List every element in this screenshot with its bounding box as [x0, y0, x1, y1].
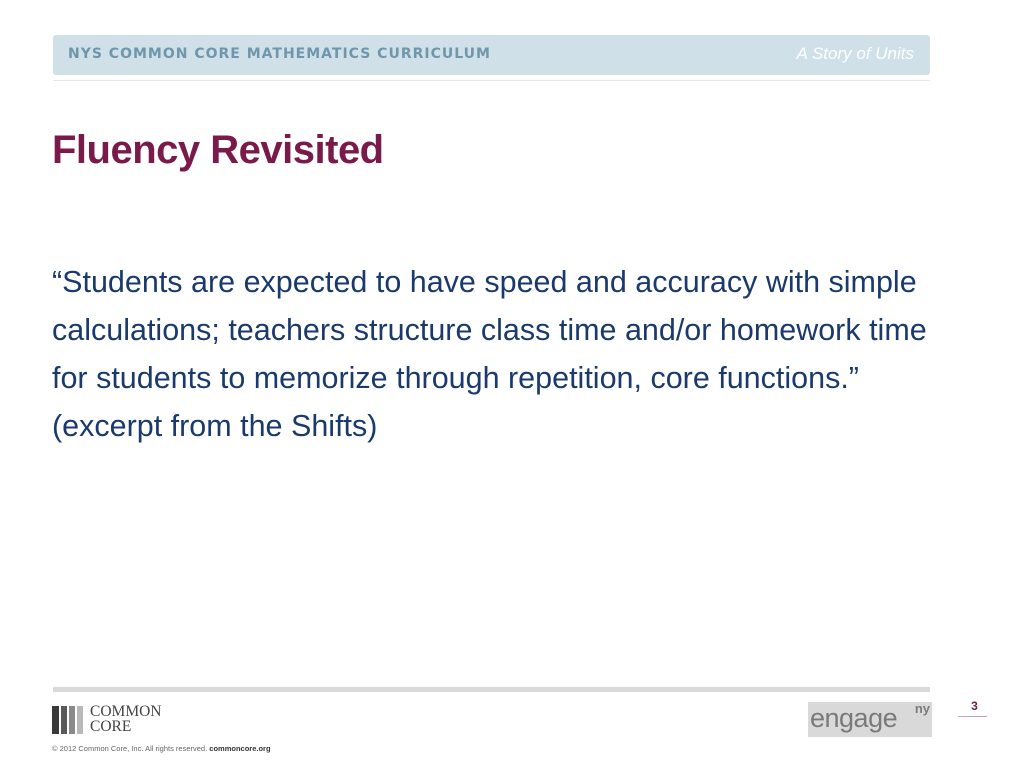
common-core-bars-icon [52, 706, 84, 734]
copyright-notice [52, 744, 271, 753]
slide-title: Fluency Revisited [52, 128, 384, 172]
header-banner [53, 35, 930, 75]
header-divider [53, 80, 930, 81]
common-core-line1: COMMON [90, 703, 162, 720]
page-number-underline [958, 716, 987, 717]
page-number: 3 [971, 699, 978, 713]
engage-wordmark: engage [810, 703, 898, 733]
copyright-link[interactable]: commoncore.org [209, 744, 271, 753]
story-label: A Story of Units [796, 44, 914, 63]
common-core-wordmark [90, 704, 161, 734]
slide-body-quote: “Students are expected to have speed and accuracy with simple calculations; teachers structure class time and/or homework time for students to memorize through repetition, core functions.” (excerpt from the Shifts) [52, 265, 927, 443]
common-core-line2: CORE [90, 718, 132, 735]
engage-ny-superscript: ny [914, 701, 930, 716]
common-core-logo [52, 705, 182, 737]
copyright-text: © 2012 Common Core, Inc. All rights reserved. [52, 744, 208, 753]
footer-divider [53, 687, 930, 692]
curriculum-label: NYS COMMON CORE MATHEMATICS CURRICULUM [68, 46, 491, 62]
engage-ny-logo [808, 702, 932, 737]
